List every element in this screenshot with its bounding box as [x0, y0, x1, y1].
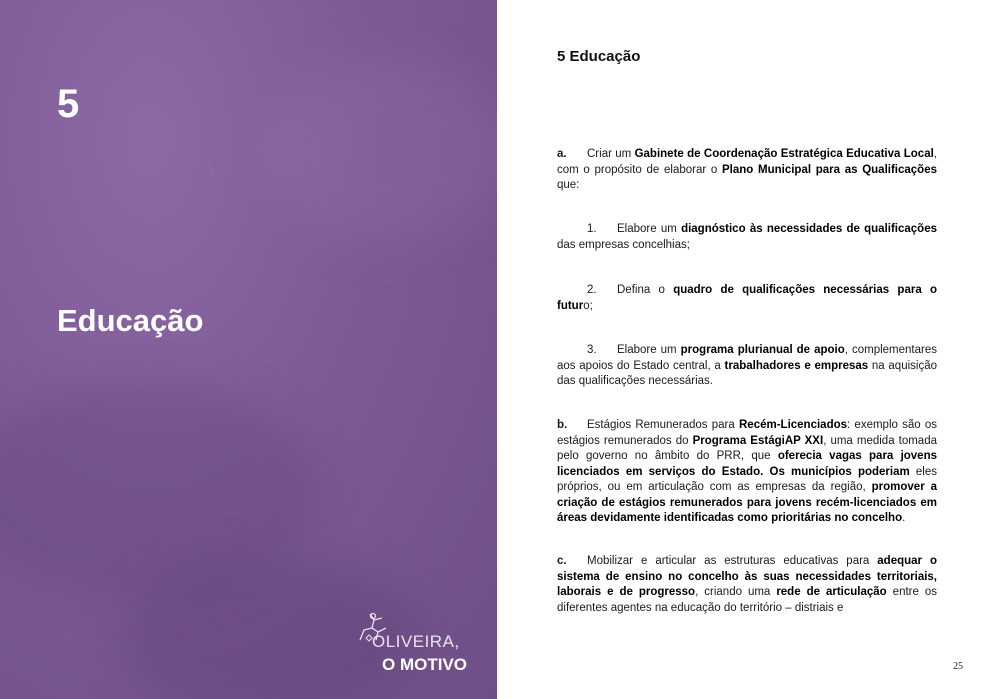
- chapter-title: Educação: [57, 303, 204, 338]
- section-title: 5 Educação: [557, 48, 641, 65]
- item-a1: 1. Elabore um diagnóstico às necessidades de qualificações das empresas concelhias;: [557, 223, 937, 251]
- item-a2: 2. Defina o quadro de qualificações necessárias para o futuro;: [557, 284, 938, 312]
- item-a3: 3. Elabore um programa plurianual de apoio, complementares aos apoios do Estado central, a trabalhadores e empresas na aquisição das qualificações necessárias.: [557, 344, 937, 387]
- chapter-number: 5: [57, 82, 80, 126]
- item-a: a. Criar um Gabinete de Coordenação Estratégica Educativa Local, com o propósito de elaborar o Plano Municipal para as Qualificações que:: [557, 148, 937, 191]
- campaign-logo: [352, 610, 472, 680]
- logo-text-line1: OLIVEIRA,: [372, 632, 460, 651]
- texture-blot: [260, 60, 497, 240]
- item-b: b. Estágios Remunerados para Recém-Licenciados: exemplo são os estágios remunerados do Programa EstágiAP XXI, uma medida tomada pelo governo no âmbito do PRR, que oferecia vagas para jovens licenciados em serviços do Estado. Os municípios poderiam eles próprios, ou em articulação com as empresas da região, promover a criação de estágios remunerados para jovens recém-licenciados em áreas devidamente identificadas como prioritárias no concelho.: [557, 419, 937, 524]
- page-number: 25: [953, 661, 963, 672]
- item-c: c. Mobilizar e articular as estruturas educativas para adequar o sistema de ensino no concelho às suas necessidades territoriais, laborais e de progresso, criando uma rede de articulação entre os diferentes agentes na educação do território – distriais e: [557, 555, 938, 614]
- logo-text-line2: O MOTIVO: [382, 655, 467, 674]
